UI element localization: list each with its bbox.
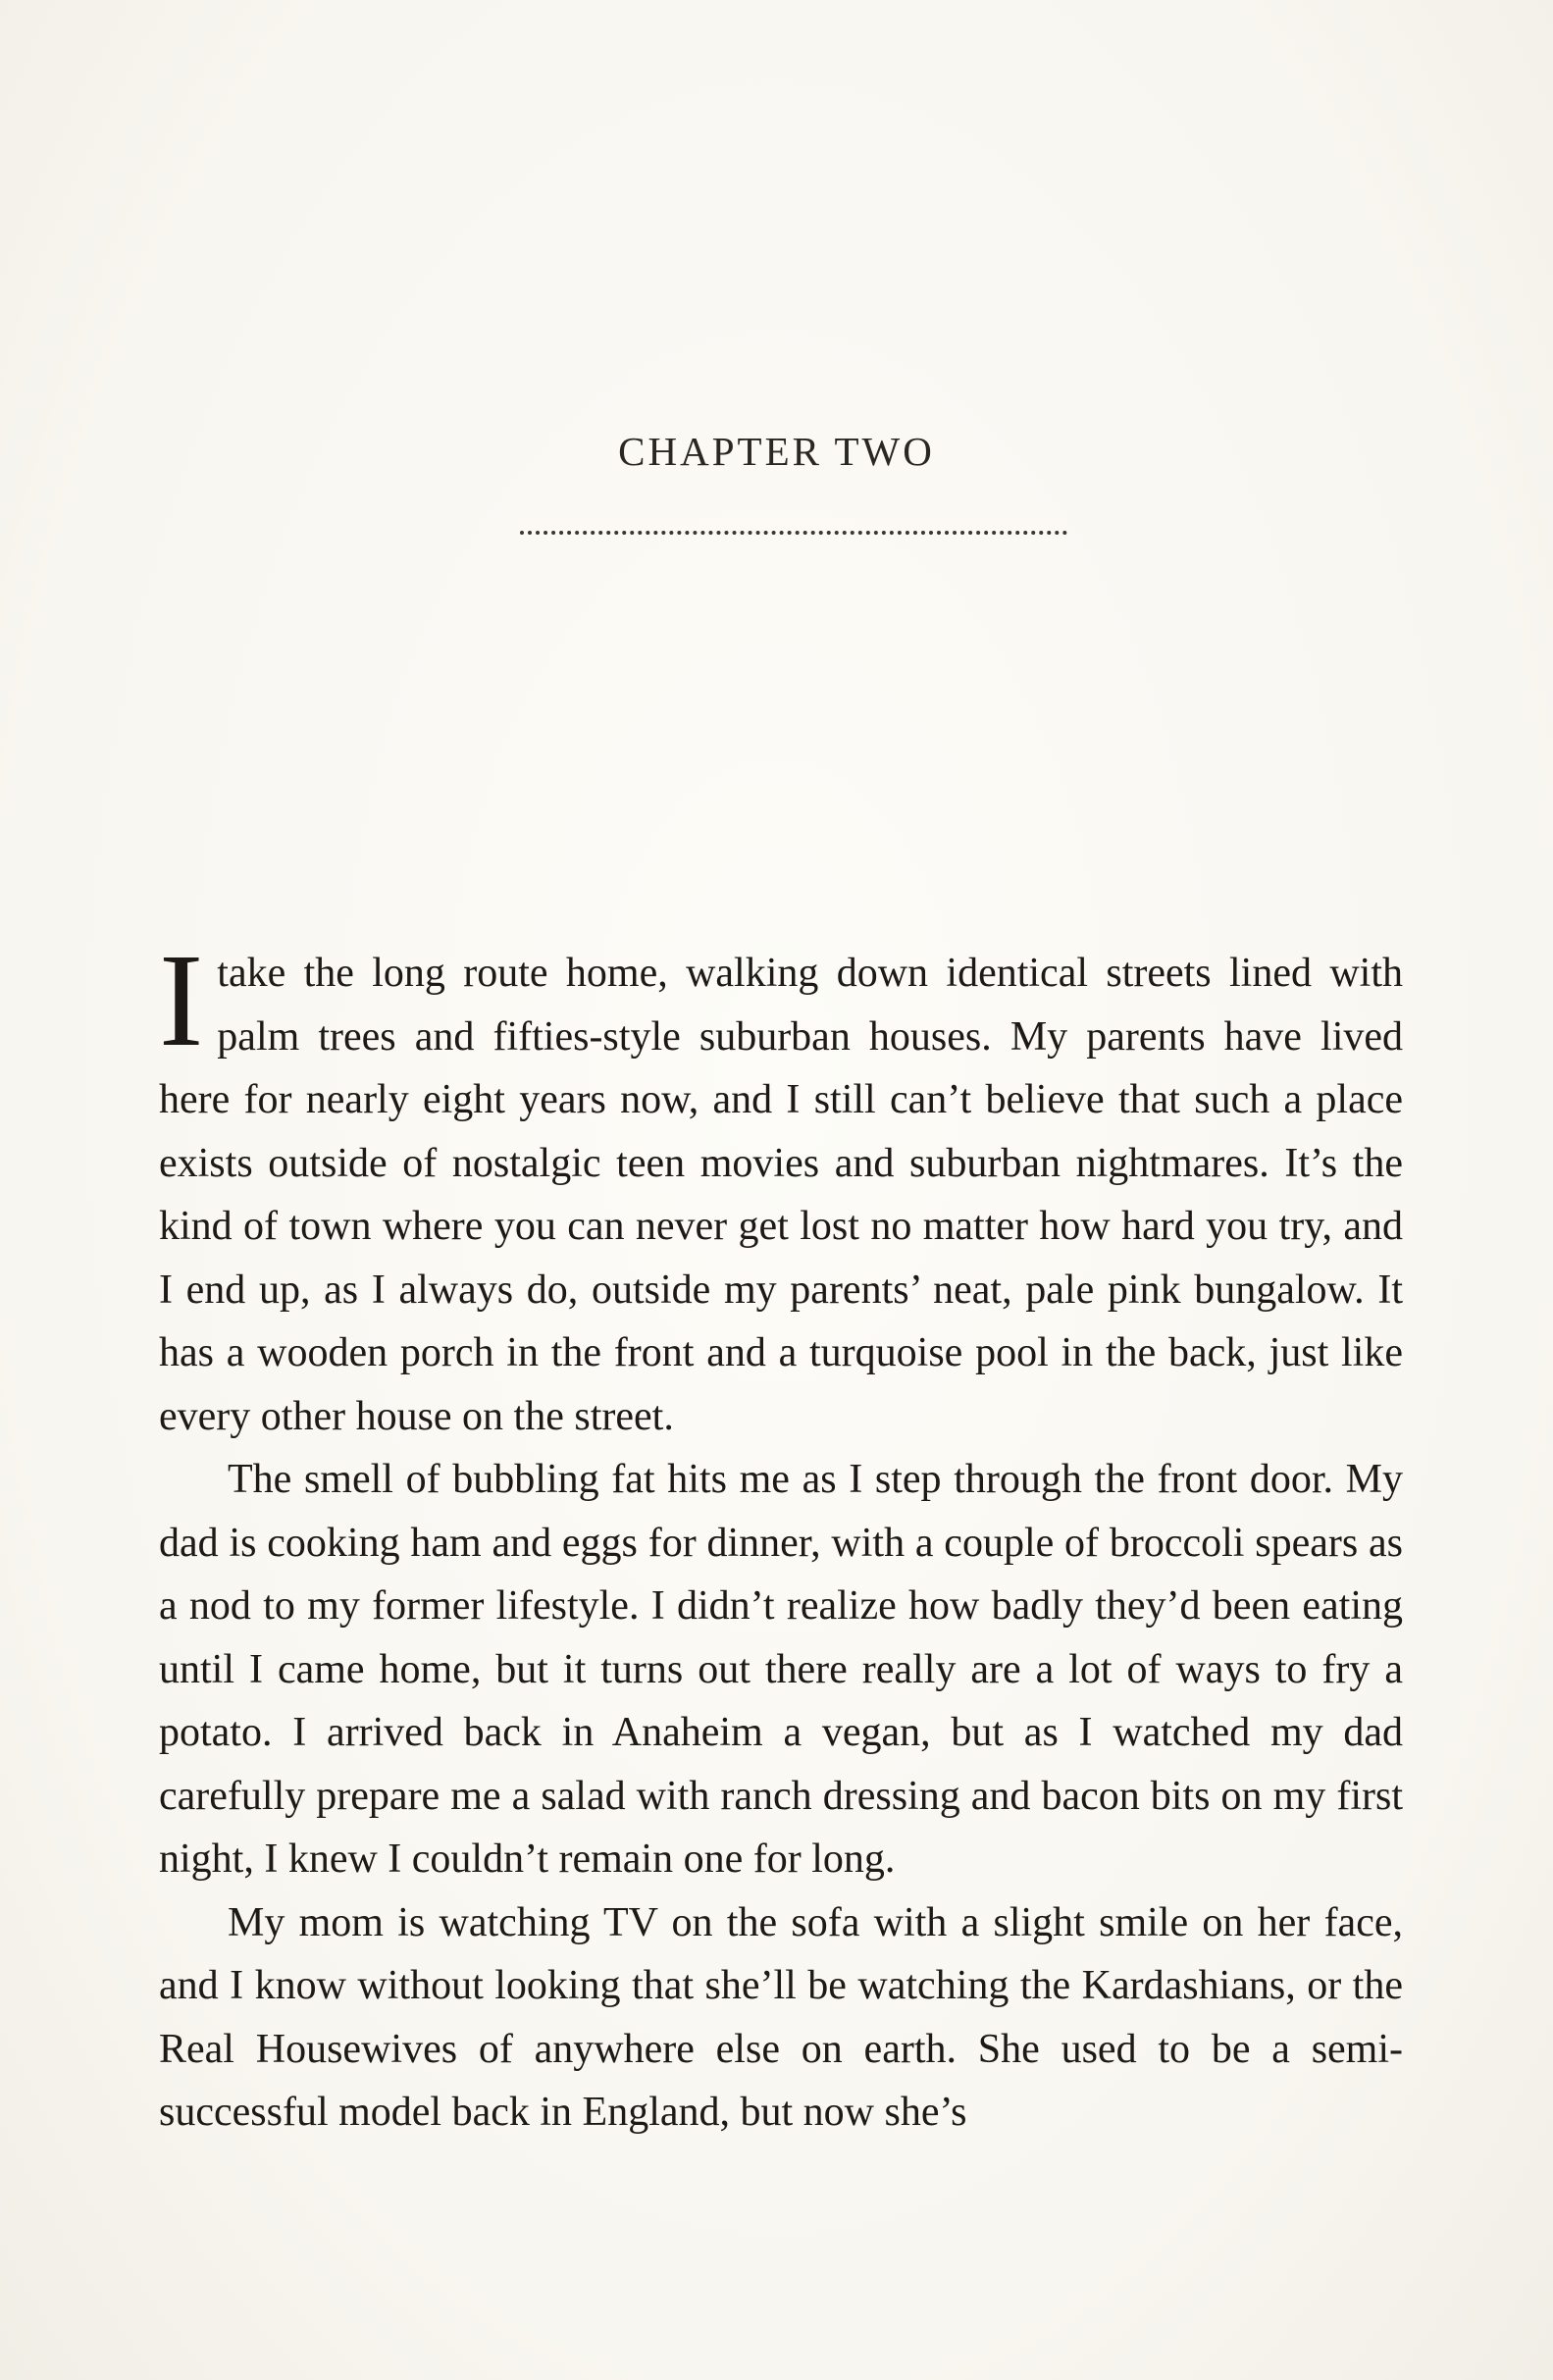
chapter-body [159,927,1403,2145]
dotted-divider [520,531,1067,535]
paragraph-text: take the long route home, walking down identical streets lined with palm trees and fifties-style suburban houses. My parents have lived here for nearly eight years now, and I still can’t believe that such a place exists outside of nostalgic teen movies and suburban nightmares. It’s the kind of town where you can never get lost no matter how hard you try, and I end up, as I always do, outside my parents’ neat, pale pink bungalow. It has a wooden porch in the front and a turquoise pool in the back, just like every other house on the street. [159,951,1403,1439]
chapter-title: CHAPTER TWO [618,429,935,474]
paragraph: My mom is watching TV on the sofa with a slight smile on her face, and I know without looking that she’ll be watching the Kardashians, or the Real Housewives of anywhere else on earth. She used to be a semi-successful model back in England, but now she’s [159,1899,1403,2135]
paragraph [159,927,1403,1448]
drop-cap: I [159,927,204,1074]
paragraph: The smell of bubbling fat hits me as I step through the front door. My dad is cooking ham and eggs for dinner, with a couple of broccoli spears as a nod to my former lifestyle. I didn’t realize how badly they’d been eating until I came home, but it turns out there really are a lot of ways to fry a potato. I arrived back in Anaheim a vegan, but as I watched my dad carefully prepare me a salad with ranch dressing and bacon bits on my first night, I knew I couldn’t remain one for long. [159,1457,1403,1882]
